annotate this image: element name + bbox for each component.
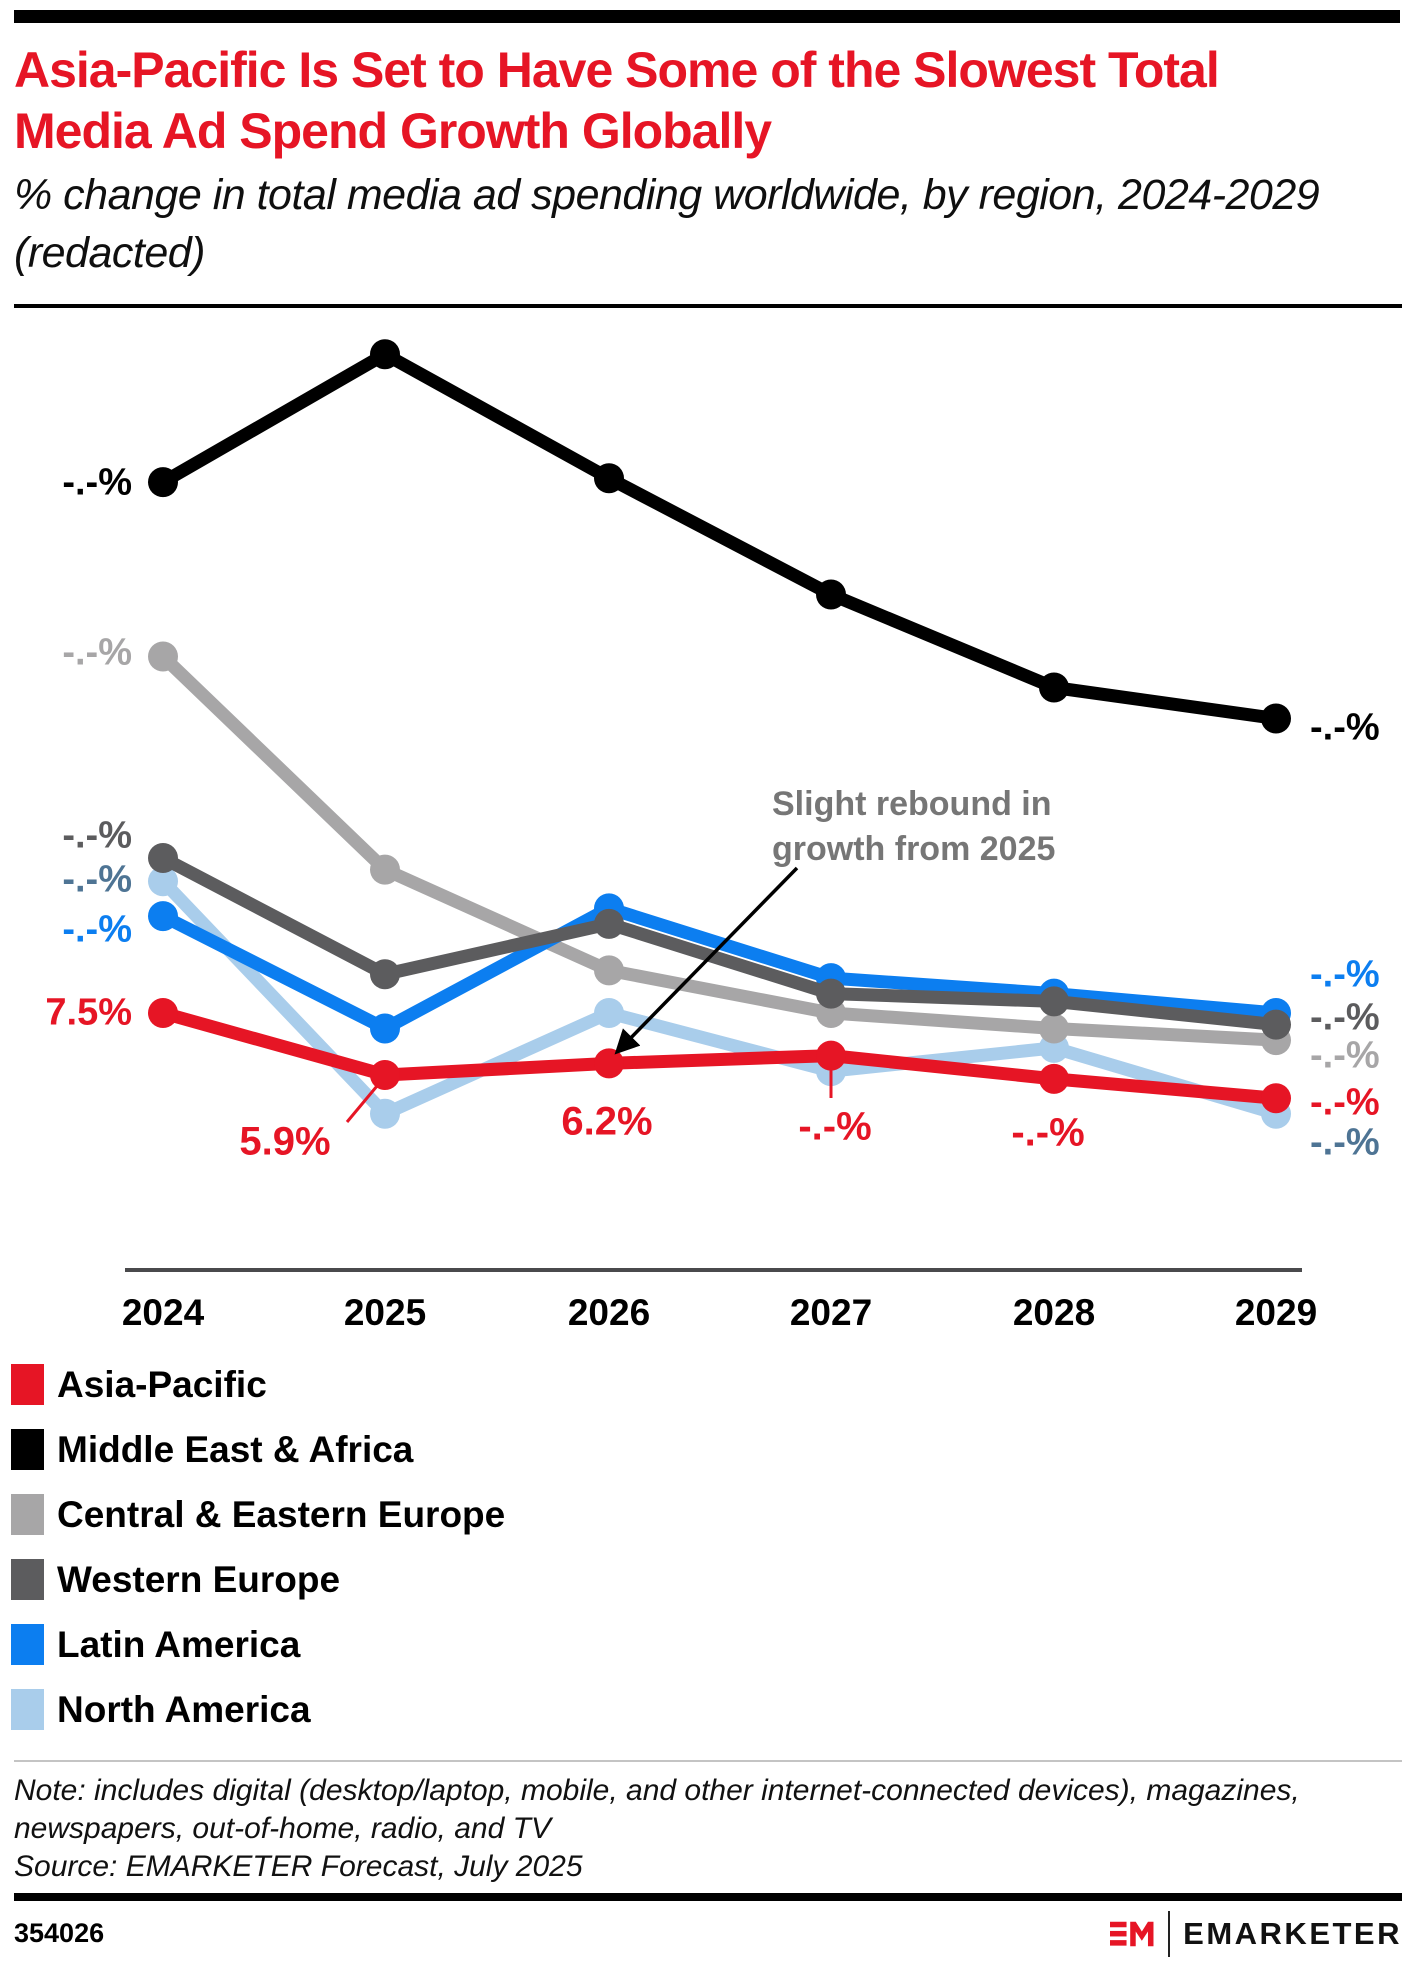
chart-annotation <box>772 782 1055 872</box>
data-point-red-2024 <box>148 998 178 1028</box>
data-point-lightblue-2026 <box>594 998 624 1028</box>
legend-swatch-darkgray <box>11 1559 44 1600</box>
note-block <box>14 1772 1404 1886</box>
legend-swatch-gray <box>11 1494 44 1535</box>
data-label-right-steel: -.-% <box>1310 1121 1380 1164</box>
data-point-red-2028 <box>1039 1064 1069 1094</box>
series-line-gray <box>163 657 1276 1041</box>
data-label-left-steel: -.-% <box>62 858 132 901</box>
legend-item-blue <box>11 1612 505 1677</box>
x-tick-2028: 2028 <box>1012 1292 1096 1333</box>
top-accent-bar <box>14 10 1400 23</box>
data-label-right-red: -.-% <box>1310 1081 1380 1124</box>
note-divider <box>14 1760 1402 1762</box>
data-point-blue-2025 <box>370 1014 400 1044</box>
series-line-black <box>163 354 1276 718</box>
data-point-lightblue-2025 <box>370 1099 400 1129</box>
legend-label-blue: Latin America <box>57 1623 301 1665</box>
data-point-black-2027 <box>816 580 846 610</box>
legend-swatch-red <box>11 1364 44 1405</box>
annotation-line-2: growth from 2025 <box>772 830 1056 868</box>
data-point-black-2028 <box>1039 673 1069 703</box>
legend-item-black <box>11 1417 505 1482</box>
legend-label-darkgray: Western Europe <box>57 1558 341 1600</box>
data-point-darkgray-2025 <box>370 959 400 989</box>
legend <box>11 1352 505 1742</box>
legend-swatch-lightblue <box>11 1689 44 1730</box>
legend-item-red <box>11 1352 505 1417</box>
legend-item-lightblue <box>11 1677 505 1742</box>
data-point-darkgray-2026 <box>594 909 624 939</box>
note-text: Note: includes digital (desktop/laptop, mobile, and other internet-connected devices), magazines, newspapers, out-of-home, radio, and TV <box>14 1774 1300 1845</box>
data-point-gray-2024 <box>148 642 178 672</box>
data-point-darkgray-2028 <box>1039 986 1069 1016</box>
page-title: Asia-Pacific Is Set to Have Some of the Slowest Total Media Ad Spend Growth Globally <box>14 42 1219 159</box>
data-point-gray-2025 <box>370 855 400 885</box>
x-tick-2027: 2027 <box>789 1292 873 1333</box>
data-point-black-2026 <box>594 463 624 493</box>
legend-label-red: Asia-Pacific <box>57 1363 267 1405</box>
data-label-inner-2: -.-% <box>798 1104 872 1149</box>
emarketer-logo <box>1110 1908 1402 1960</box>
legend-item-darkgray <box>11 1547 505 1612</box>
data-label-left-black: -.-% <box>62 461 132 504</box>
data-point-red-2026 <box>594 1048 624 1078</box>
data-point-black-2029 <box>1261 704 1291 734</box>
data-label-inner-3: -.-% <box>1011 1110 1085 1155</box>
legend-swatch-blue <box>11 1624 44 1665</box>
legend-item-gray <box>11 1482 505 1547</box>
x-tick-2024: 2024 <box>121 1292 205 1333</box>
data-point-red-2025 <box>370 1060 400 1090</box>
data-point-black-2025 <box>370 339 400 369</box>
data-point-blue-2024 <box>148 901 178 931</box>
logo-wordmark: EMARKETER <box>1183 1916 1402 1951</box>
data-point-darkgray-2024 <box>148 843 178 873</box>
x-tick-2026: 2026 <box>567 1292 651 1333</box>
data-label-right-black: -.-% <box>1310 706 1380 749</box>
chart-id: 354026 <box>14 1918 105 1948</box>
data-point-darkgray-2029 <box>1261 1010 1291 1040</box>
data-point-black-2024 <box>148 467 178 497</box>
logo-separator <box>1168 1911 1170 1957</box>
data-label-right-blue: -.-% <box>1310 953 1380 996</box>
data-label-left-darkgray: -.-% <box>62 814 132 857</box>
data-label-right-gray: -.-% <box>1310 1034 1380 1077</box>
x-tick-2029: 2029 <box>1234 1292 1318 1333</box>
chart-series-layer <box>148 339 1291 1129</box>
header-divider <box>14 304 1402 308</box>
source-text: Source: EMARKETER Forecast, July 2025 <box>14 1850 583 1883</box>
data-point-gray-2026 <box>594 955 624 985</box>
data-point-darkgray-2027 <box>816 979 846 1009</box>
data-point-red-2029 <box>1261 1083 1291 1113</box>
annotation-line-1: Slight rebound in <box>772 785 1052 823</box>
x-tick-2025: 2025 <box>343 1292 427 1333</box>
legend-label-lightblue: North America <box>57 1688 311 1730</box>
legend-swatch-black <box>11 1429 44 1470</box>
data-label-left-blue: -.-% <box>62 908 132 951</box>
data-label-inner-0: 5.9% <box>239 1119 331 1164</box>
legend-label-black: Middle East & Africa <box>57 1428 414 1470</box>
data-label-right-darkgray: -.-% <box>1310 996 1380 1039</box>
chart-subtitle: % change in total media ad spending worldwide, by region, 2024-2029 (redacted) <box>14 171 1320 277</box>
data-label-inner-1: 6.2% <box>561 1099 653 1144</box>
data-label-left-red: 7.5% <box>45 991 132 1034</box>
data-point-gray-2028 <box>1039 1014 1069 1044</box>
footer-bar <box>14 1893 1402 1901</box>
emarketer-logo-mark-icon <box>1110 1912 1154 1956</box>
legend-label-gray: Central & Eastern Europe <box>57 1493 506 1535</box>
data-label-left-gray: -.-% <box>62 631 132 674</box>
